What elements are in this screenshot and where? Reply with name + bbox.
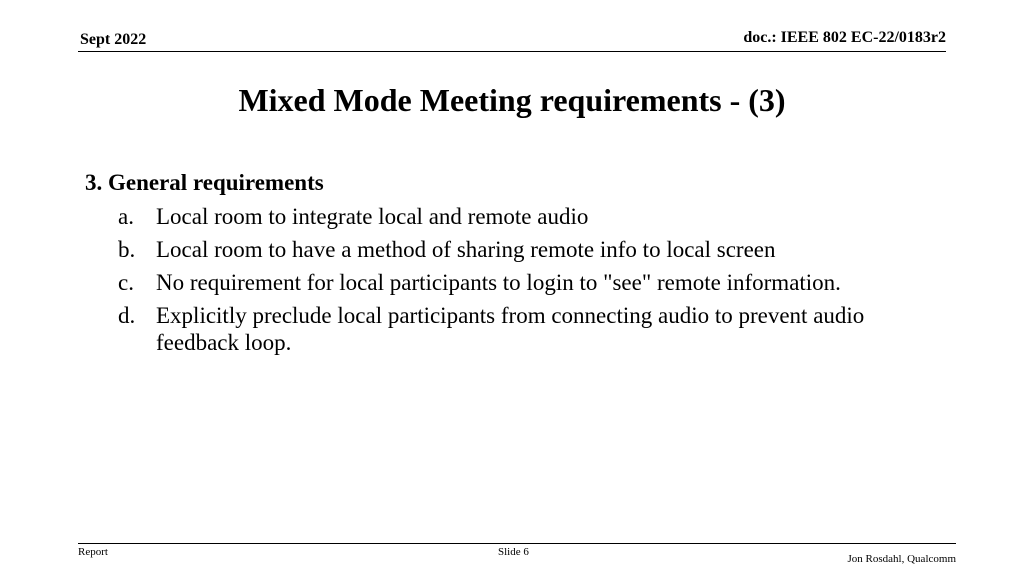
footer-divider [78,543,956,544]
header-divider [78,51,946,52]
footer-slide-number: Slide 6 [498,546,529,558]
footer-report-label: Report [78,546,108,558]
list-item-c [118,266,918,299]
list-item-text: Local room to have a method of sharing remote info to local screen [156,237,776,262]
list-item-b [118,233,918,266]
list-marker: c. [118,270,134,295]
list-item-text: Local room to integrate local and remote audio [156,204,589,229]
footer-author: Jon Rosdahl, Qualcomm [847,553,956,565]
list-item-a [118,200,918,233]
requirements-list [118,200,918,359]
list-item-text: No requirement for local participants to login to "see" remote information. [156,270,841,295]
list-marker: b. [118,237,136,262]
header-date: Sept 2022 [80,31,147,48]
list-item-d [118,299,918,359]
header-doc-id: doc.: IEEE 802 EC-22/0183r2 [743,29,946,46]
list-marker: d. [118,303,136,328]
list-marker: a. [118,204,134,229]
list-item-text: Explicitly preclude local participants from connecting audio to prevent audio feedback loop. [156,303,865,355]
slide-title: Mixed Mode Meeting requirements - (3) [238,82,786,118]
section-heading: 3. General requirements [85,170,324,195]
